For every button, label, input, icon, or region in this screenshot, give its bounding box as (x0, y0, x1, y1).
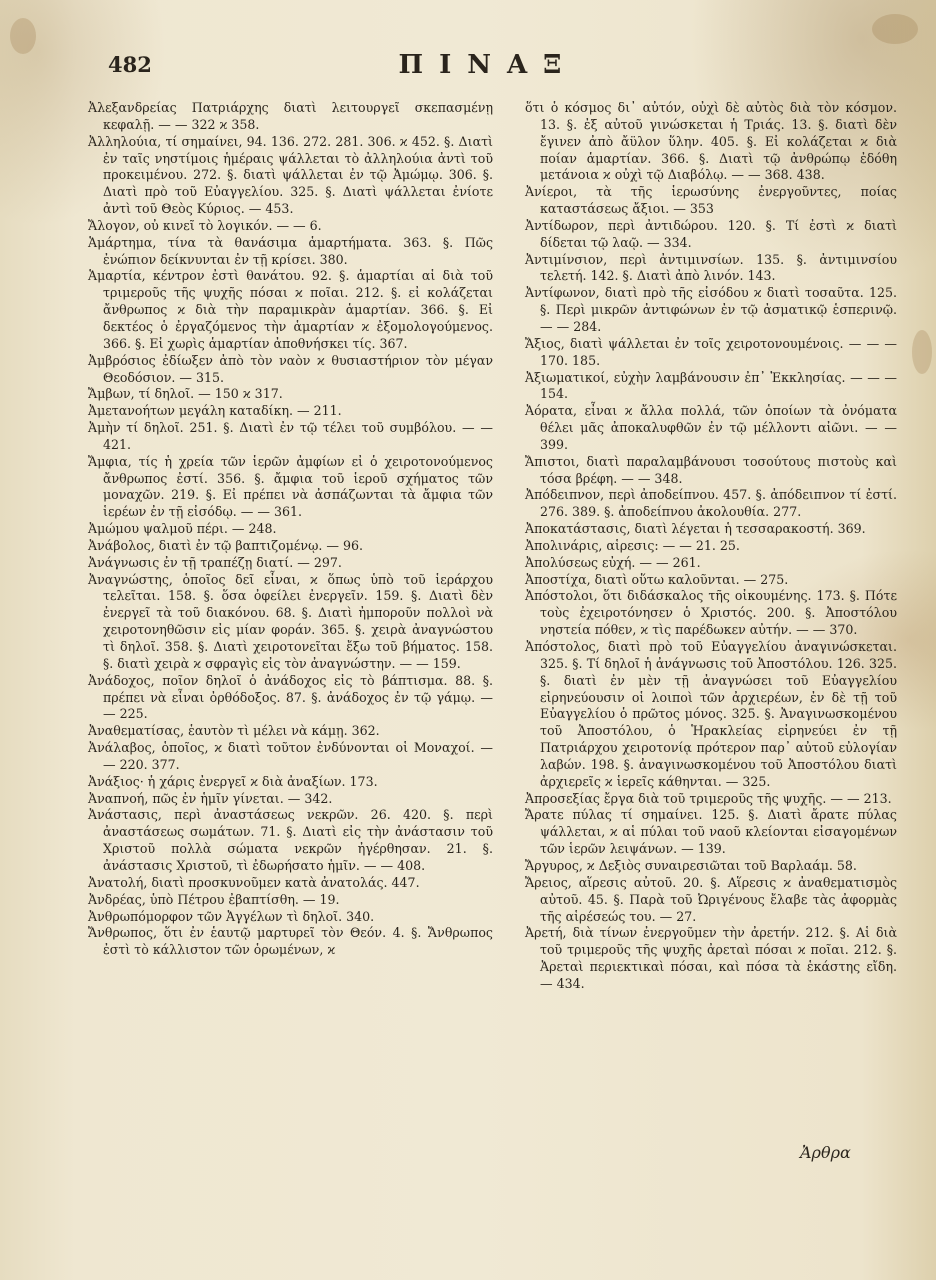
index-entry: Ἀνίεροι, τὰ τῆς ἱερωσύνης ἐνεργοῦντες, ποίας καταστάσεως ἄξιοι. — 353 (525, 184, 897, 217)
catchword: Ἀρθρα (800, 1143, 851, 1162)
index-entry: Ἀμώμου ψαλμοῦ πέρι. — 248. (88, 521, 277, 537)
index-entry: Ἀνάλαβος, ὁποῖος, ϰ διατὶ τοῦτον ἐνδύνονται οἱ Μοναχοί. — — 220. 377. (88, 740, 493, 772)
index-entry: Ἀναθεματίσας, ἑαυτὸν τὶ μέλει νὰ κάμῃ. 362. (88, 723, 380, 739)
index-entry: Ἀνάβολος, διατὶ ἐν τῷ βαπτιζομένῳ. — 96. (88, 537, 363, 553)
index-entry: Ἀποκατάστασις, διατὶ λέγεται ἡ τεσσαρακοστή. 369. (525, 521, 866, 537)
index-entry: Ἀναπνοή, πῶς ἐν ἡμῖν γίνεται. — 342. (88, 790, 333, 806)
index-entry: Ἀμετανοήτων μεγάλη καταδίκη. — 211. (88, 403, 342, 419)
page-number: 482 (108, 52, 152, 77)
index-entry: Ἀπολύσεως εὐχή. — — 261. (525, 554, 701, 570)
index-entry: Ἀμβρόσιος ἐδίωξεν ἀπὸ τὸν ναὸν ϰ θυσιαστήριον τὸν μέγαν Θεοδόσιον. — 315. (88, 352, 493, 385)
index-entry: Ἄμφια, τίς ἡ χρεία τῶν ἱερῶν ἀμφίων εἰ ὁ χειροτονούμενος ἄνθρωπος ἐστί. 356. §. ἄμφια τοῦ ἱεροῦ σχήματος τῶν μοναχῶν. 219. §. Εἰ πρέπει νὰ ἀσπάζωνται τὰ ἄμφια τῶν ἱερέων ἐν τῇ εἰσόδῳ. — — 361. (88, 453, 493, 520)
index-entry: Ἁμαρτία, κέντρον ἐστὶ θανάτου. 92. §. ἁμαρτίαι αἱ διὰ τοῦ τριμεροῦς τῆς ψυχῆς πόσαι ϰ ποῖαι. 212. §. εἰ κολάζεται ἄνθρωπος ϰ διὰ τὴν παραμικρὰν ἁμαρτίαν. 366. §. Εἰ δεκτέος ὁ ἐργαζόμενος τὴν ἁμαρτίαν ϰ ἐξομολογούμενος. 366. §. Εἰ χωρὶς ἁμαρτίαν ἀποθνήσκει τίς. 367. (88, 268, 493, 351)
paper-stain (912, 330, 932, 374)
index-entry: Ἄμβων, τί δηλοῖ. — 150 ϰ 317. (88, 386, 283, 402)
page-title: ΠΙΝΑΞ (398, 50, 578, 80)
index-entry: Ἄξιος, διατὶ ψάλλεται ἐν τοῖς χειροτονουμένοις. — — — 170. 185. (525, 335, 897, 368)
index-entry: ὅτι ὁ κόσμος δι᾽ αὐτόν, οὐχὶ δὲ αὐτὸς διὰ τὸν κόσμον. 13. §. ἐξ αὐτοῦ γινώσκεται ἡ Τριάς. 13. §. διατὶ δὲν ἔγινεν ἀπὸ ἄϋλον ὕλην. 405. §. Εἰ κολάζεται ϰ διὰ ποίαν ἁμαρτίαν. 366. §. Διατὶ τῷ ἀνθρώπῳ ἐδόθη μετάνοια ϰ οὐχὶ τῷ Διαβόλῳ. — — 368. 438. (525, 100, 897, 183)
index-entry: Ἀνάξιος· ἡ χάρις ἐνεργεῖ ϰ διὰ ἀναξίων. 173. (88, 773, 378, 789)
index-entry: Ἀρετή, διὰ τίνων ἐνεργοῦμεν τὴν ἀρετήν. 212. §. Αἱ διὰ τοῦ τριμεροῦς τῆς ψυχῆς ἀρεταὶ πόσαι ϰ ποῖαι. 212. §. Ἀρεταὶ περιεκτικαὶ πόσαι, καὶ πόσα τὰ ἑκάστης εἴδη. — 434. (525, 925, 897, 991)
index-entry: Ἀπόδειπνον, περὶ ἀποδείπνου. 457. §. ἀπόδειπνον τί ἐστί. 276. 389. §. ἀποδείπνου ἀκολουθία. 277. (525, 487, 897, 520)
index-entry: Ἀλεξανδρείας Πατριάρχης διατὶ λειτουργεῖ σκεπασμένῃ κεφαλῇ. — — 322 ϰ 358. (88, 100, 493, 132)
index-entry: Ἄρειος, αἵρεσις αὐτοῦ. 20. §. Αἵρεσις ϰ ἀναθεματισμὸς αὐτοῦ. 45. §. Παρὰ τοῦ Ὠριγένους ἔλαβε τὰς ἀφορμὰς τῆς αἱρέσεώς του. — 27. (525, 874, 897, 924)
index-entry: Ἀπροσεξίας ἔργα διὰ τοῦ τριμεροῦς τῆς ψυχῆς. — — 213. (525, 790, 892, 806)
index-entry: Ἀποστίχα, διατὶ οὕτω καλοῦνται. — 275. (525, 571, 789, 587)
index-entry: Ἄλογον, οὐ κινεῖ τὸ λογικόν. — — 6. (88, 217, 322, 233)
index-entry: Ἀντίφωνον, διατὶ πρὸ τῆς εἰσόδου ϰ διατὶ τοσαῦτα. 125. §. Περὶ μικρῶν ἀντιφώνων ἐν τῷ ἀσματικῷ ἑσπερινῷ. — — 284. (525, 285, 897, 334)
index-entry: Ἀνάγνωσις ἐν τῇ τραπέζῃ διατί. — 297. (88, 554, 342, 570)
index-entry: Ἀλληλούια, τί σημαίνει, 94. 136. 272. 281. 306. ϰ 452. §. Διατὶ ἐν ταῖς νηστίμοις ἡμέραις ψάλλεται τὸ ἀλληλούια ἀντὶ τοῦ προκειμένου. 272. §. διατὶ ψάλλεται ἐν τῷ Ἀμώμῳ. 306. §. Διατὶ πρὸ τοῦ Εὐαγγελίου. 325. §. Διατὶ ψάλλεται ἐνίοτε ἀντὶ τοῦ Θεὸς Κύριος. — 453. (88, 133, 493, 217)
index-entry: Ἀντίδωρον, περὶ ἀντιδώρου. 120. §. Τί ἐστὶ ϰ διατὶ δίδεται τῷ λαῷ. — 334. (525, 217, 897, 250)
index-entry: Ἀξιωματικοί, εὐχὴν λαμβάνουσιν ἐπ᾽ Ἐκκλησίας. — — — 154. (525, 369, 897, 402)
index-entry: Ἄπιστοι, διατὶ παραλαμβάνουσι τοσούτους πιστοὺς καὶ τόσα βρέφη. — — 348. (525, 453, 897, 486)
index-entry: Ἁμάρτημα, τίνα τὰ θανάσιμα ἁμαρτήματα. 363. §. Πῶς ἐνώπιον δείκνυνται ἐν τῇ κρίσει. 380. (88, 234, 493, 267)
index-entry: Ἄργυρος, ϰ Δεξιὸς συναιρεσιῶται τοῦ Βαρλαάμ. 58. (525, 857, 857, 873)
index-entry: Ἀνατολή, διατὶ προσκυνοῦμεν κατὰ ἀνατολάς. 447. (88, 874, 420, 890)
paper-stain (872, 14, 918, 44)
index-entry: Ἀπολινάρις, αἱρεσις: — — 21. 25. (525, 537, 740, 553)
index-entry: Ἄρατε πύλας τί σημαίνει. 125. §. Διατὶ ἄρατε πύλας ψάλλεται, ϰ αἱ πύλαι τοῦ ναοῦ κλείονται εἰσαγομένων τῶν ἱερῶν λειψάνων. — 139. (525, 807, 897, 857)
page-header (108, 52, 868, 92)
index-entry: Ἀόρατα, εἶναι ϰ ἄλλα πολλά, τῶν ὁποίων τὰ ὀνόματα θέλει μᾶς ἀποκαλυφθῶν ἐν τῷ μέλλοντι αἰῶνι. — — 399. (525, 403, 897, 452)
index-entry: Ἀπόστολος, διατὶ πρὸ τοῦ Εὐαγγελίου ἀναγινώσκεται. 325. §. Τί δηλοῖ ἡ ἀνάγνωσις τοῦ Ἀποστόλου. 126. 325. §. διατὶ ἐν μὲν τῇ ἀναγνώσει τοῦ Εὐαγγελίου εἰρηνεύουσιν οἱ λοιποὶ τῶν ἀρχιερέων, ἐν δὲ τῇ τοῦ Εὐαγγελίου ὁ πρῶτος μόνος. 325. §. Ἀναγινωσκομένου τοῦ Ἀποστόλου, ὁ Ἡρακλείας εἰρηνεύει ἐν τῇ Πατριάρχου χειροτονίᾳ πρότερον παρ᾽ αὐτοῦ εὐλογίαν λαβών. 198. §. ἀναγινωσκομένου τοῦ Ἀποστόλου διατὶ ἀρχιερεῖς ϰ ἱερεῖς κάθηνται. — 325. (525, 639, 897, 789)
index-entry: Ἀντιμίνσιον, περὶ ἀντιμινσίων. 135. §. ἀντιμινσίου τελετή. 142. §. Διατὶ ἀπὸ λινόν. 143. (525, 251, 897, 284)
index-entry: Ἄνθρωπος, ὅτι ἐν ἑαυτῷ μαρτυρεῖ τὸν Θεόν. 4. §. Ἄνθρωπος ἐστὶ τὸ κάλλιστον τῶν ὁρωμένων, ϰ (88, 925, 493, 958)
index-entry: Ἀνάδοχος, ποῖον δηλοῖ ὁ ἀνάδοχος εἰς τὸ βάπτισμα. 88. §. πρέπει νὰ εἶναι ὀρθόδοξος. 87. §. ἀνάδοχος ἐν τῷ γάμῳ. — — 225. (88, 672, 493, 722)
index-entry: Ἀμὴν τί δηλοῖ. 251. §. Διατὶ ἐν τῷ τέλει τοῦ συμβόλου. — — 421. (88, 420, 493, 452)
index-entry: Ἀνάστασις, περὶ ἀναστάσεως νεκρῶν. 26. 420. §. περὶ ἀναστάσεως σωμάτων. 71. §. Διατὶ εἰς τὴν ἀνάστασιν τοῦ Χριστοῦ πολλὰ σώματα νεκρῶν ἠγέρθησαν. 21. §. ἀνάστασις Χριστοῦ, τὶ ἐδωρήσατο ἡμῖν. — — 408. (88, 807, 493, 873)
index-entry: Ἀναγνώστης, ὁποῖος δεῖ εἶναι, ϰ ὅπως ὑπὸ τοῦ ἱεράρχου τελεῖται. 158. §. ὅσα ὀφείλει ἐνεργεῖν. 159. §. Διατὶ δὲν ἐνεργεῖ τὰ τοῦ διακόνου. 68. §. Διατὶ ἠμποροῦν πολλοὶ νὰ χειροτονηθῶσιν εἰς μίαν φοράν. 365. §. χειρὰ ἀναγνώστου τὶ δηλοῖ. 358. §. Διατὶ χειροτονεῖται ἔξω τοῦ βήματος. 158. §. διατὶ χειρὰ ϰ σφραγὶς εἰς τὸν ἀναγνώστην. — — 159. (88, 571, 493, 671)
index-entry: Ἀπόστολοι, ὅτι διδάσκαλος τῆς οἰκουμένης. 173. §. Πότε τοὺς ἐχειροτόνησεν ὁ Χριστός. 200. §. Ἀποστόλου νηστεία πόθεν, ϰ τὶς παρέδωκεν αὐτήν. — — 370. (525, 588, 897, 638)
paper-stain (10, 18, 36, 54)
index-column-left (88, 100, 493, 959)
index-column-right (525, 100, 897, 993)
index-entry: Ἀνδρέας, ὑπὸ Πέτρου ἐβαπτίσθη. — 19. (88, 891, 340, 907)
index-entry: Ἀνθρωπόμορφον τῶν Ἀγγέλων τὶ δηλοῖ. 340. (88, 908, 375, 924)
